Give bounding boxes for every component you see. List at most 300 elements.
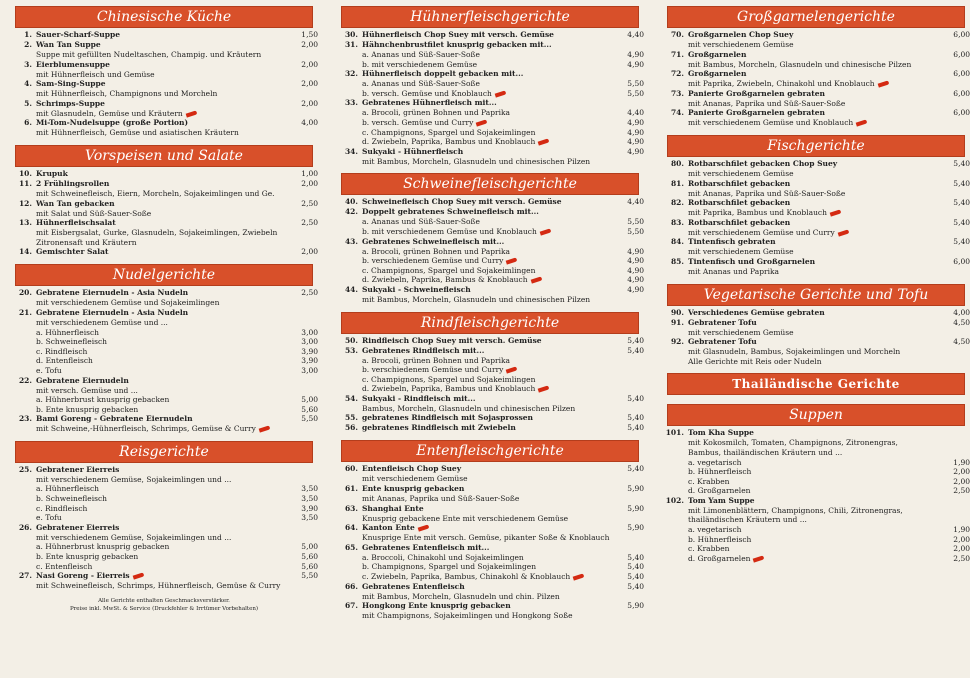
option-price: 3,90 bbox=[301, 346, 318, 356]
option-price bbox=[936, 118, 970, 128]
item-price: 4,90 bbox=[627, 284, 644, 294]
item-description bbox=[662, 535, 970, 545]
item-description bbox=[10, 356, 318, 366]
description-line: b. versch. Gemüse und Curry bbox=[362, 117, 474, 127]
option-price: 1,90 bbox=[953, 457, 970, 467]
menu-item bbox=[662, 337, 970, 347]
menu-item bbox=[336, 601, 644, 611]
item-name-text: Tom Yam Suppe bbox=[688, 495, 755, 505]
item-description bbox=[10, 366, 318, 376]
option-price: 4,90 bbox=[627, 265, 644, 275]
item-name-text: Sukyaki - Rindfleisch mit... bbox=[362, 393, 476, 403]
item-price: 4,00 bbox=[953, 307, 970, 317]
description-line: e. Tofu bbox=[36, 513, 62, 523]
item-price bbox=[610, 207, 644, 217]
description-line: e. Tofu bbox=[36, 365, 62, 375]
item-name-text: Hähnchenbrustfilet knusprig gebacken mit... bbox=[362, 40, 552, 49]
description-line: mit Bambus, Morcheln, Glasnudeln und chinesische Pilzen bbox=[688, 59, 912, 69]
item-name bbox=[362, 504, 610, 514]
item-name bbox=[688, 318, 936, 328]
menu-item bbox=[336, 582, 644, 592]
option-price: 5,50 bbox=[627, 217, 644, 227]
item-price: 1,00 bbox=[301, 168, 318, 178]
item-number: 60. bbox=[344, 464, 358, 474]
menu-item bbox=[10, 414, 318, 424]
menu-item bbox=[336, 98, 644, 108]
description-text bbox=[336, 256, 610, 266]
description-line: b. verschiedenem Gemüse und Curry bbox=[362, 365, 504, 375]
item-name bbox=[36, 179, 284, 189]
option-price: 5,60 bbox=[301, 552, 318, 562]
section-header: Nudelgerichte bbox=[15, 264, 313, 286]
item-description bbox=[336, 592, 644, 602]
option-price bbox=[936, 40, 970, 50]
section-gap bbox=[662, 366, 970, 373]
option-price: 5,00 bbox=[301, 542, 318, 552]
section-header: Suppen bbox=[667, 404, 965, 426]
description-text bbox=[662, 544, 936, 554]
item-description bbox=[10, 70, 318, 80]
section-gap bbox=[10, 434, 318, 441]
item-number: 101. bbox=[665, 428, 684, 438]
description-text bbox=[10, 337, 284, 347]
item-description bbox=[10, 209, 318, 219]
item-name-text: Hühnerfleischsalat bbox=[36, 218, 116, 228]
section-header: Vorspeisen und Salate bbox=[15, 145, 313, 167]
description-line: mit verschiedenem Gemüse, Sojakeimlingen und ... bbox=[36, 474, 232, 484]
item-name bbox=[362, 98, 610, 108]
item-number: 84. bbox=[670, 237, 684, 247]
option-price bbox=[610, 365, 644, 375]
description-line: mit verschiedenem Gemüse bbox=[362, 474, 468, 484]
description-line: a. Ananas und Süß-Sauer-Soße bbox=[362, 79, 480, 89]
item-name-text: Panierte Großgarnelen gebraten bbox=[688, 108, 825, 118]
item-name bbox=[688, 179, 936, 189]
item-name-text: Gebratener Eierreis bbox=[36, 464, 120, 474]
description-text bbox=[336, 572, 610, 582]
item-description bbox=[336, 384, 644, 394]
menu-column-3 bbox=[662, 6, 970, 563]
item-number: 31. bbox=[344, 40, 358, 49]
description-text bbox=[10, 109, 284, 119]
item-name-text: Rotbarschfilet gebacken bbox=[688, 198, 791, 208]
menu-item bbox=[662, 50, 970, 60]
description-line: a. Brocoli, grünen Bohnen und Paprika bbox=[362, 108, 511, 118]
menu-item bbox=[662, 257, 970, 267]
item-price: 5,50 bbox=[301, 414, 318, 424]
item-name-text: Gebratenes Rindfleisch mit... bbox=[362, 345, 485, 355]
description-text bbox=[662, 267, 936, 277]
description-text bbox=[10, 552, 284, 562]
description-line: mit verschiedenem Gemüse bbox=[688, 168, 794, 178]
item-description bbox=[10, 347, 318, 357]
description-text bbox=[662, 458, 936, 468]
chili-icon bbox=[185, 110, 197, 117]
option-price bbox=[284, 424, 318, 434]
item-description bbox=[10, 475, 318, 485]
menu-item bbox=[336, 523, 644, 533]
option-price: 3,50 bbox=[301, 494, 318, 504]
chili-icon bbox=[856, 120, 868, 127]
option-price: 5,60 bbox=[301, 561, 318, 571]
description-line: c. Champignons, Spargel und Sojakeimlingen bbox=[362, 374, 536, 384]
menu-item bbox=[662, 108, 970, 118]
option-price bbox=[936, 328, 970, 338]
item-number: 34. bbox=[344, 146, 358, 156]
option-price bbox=[284, 581, 318, 591]
description-line: d. Großgarnelen bbox=[688, 553, 751, 563]
item-description bbox=[336, 553, 644, 563]
description-line: Zitronensaft und Kräutern bbox=[36, 237, 137, 247]
item-name bbox=[688, 108, 936, 118]
item-description bbox=[10, 405, 318, 415]
section-gap bbox=[10, 257, 318, 264]
description-text bbox=[336, 356, 610, 366]
item-name bbox=[36, 79, 284, 89]
item-description bbox=[336, 217, 644, 227]
description-line: a. Hühnerbrust knusprig gebacken bbox=[36, 542, 170, 552]
description-text bbox=[336, 375, 610, 385]
item-description bbox=[662, 357, 970, 367]
description-text bbox=[10, 513, 284, 523]
item-name bbox=[688, 30, 936, 40]
menu-item bbox=[662, 159, 970, 169]
section-header: Entenfleischgerichte bbox=[341, 440, 639, 462]
item-name-text: Gebratene Eiernudeln bbox=[36, 375, 129, 385]
menu-item bbox=[336, 336, 644, 346]
item-description bbox=[336, 533, 644, 543]
item-name-text: Gebratener Tofu bbox=[688, 337, 757, 347]
item-number: 50. bbox=[344, 335, 358, 345]
item-name-text: Gebratener Tofu bbox=[688, 317, 757, 327]
option-price bbox=[284, 475, 318, 485]
item-price: 2,00 bbox=[301, 178, 318, 188]
description-text bbox=[336, 295, 610, 305]
item-name-text: Rindfleisch Chop Suey mit versch. Gemüse bbox=[362, 335, 542, 345]
item-description bbox=[336, 227, 644, 237]
item-description bbox=[10, 328, 318, 338]
item-number: 80. bbox=[670, 158, 684, 168]
item-description bbox=[662, 189, 970, 199]
item-description bbox=[662, 347, 970, 357]
description-text bbox=[336, 79, 610, 89]
description-line: b. Champignons, Spargel und Sojakeimlingen bbox=[362, 562, 537, 572]
item-name bbox=[688, 69, 936, 79]
item-number: 14. bbox=[18, 247, 32, 257]
item-description bbox=[336, 375, 644, 385]
description-text bbox=[336, 50, 610, 60]
option-price: 5,00 bbox=[301, 395, 318, 405]
description-text bbox=[10, 562, 284, 572]
item-description bbox=[336, 611, 644, 621]
description-line: a. Hühnerfleisch bbox=[36, 484, 100, 494]
description-text bbox=[336, 611, 610, 621]
item-price bbox=[284, 465, 318, 475]
item-description bbox=[662, 79, 970, 89]
description-text bbox=[10, 189, 284, 199]
item-name-text: Sauer-Scharf-Suppe bbox=[36, 30, 121, 39]
description-text bbox=[10, 70, 284, 80]
section-header: Hühnerfleischgerichte bbox=[341, 6, 639, 28]
item-name bbox=[36, 414, 284, 424]
description-text bbox=[10, 386, 284, 396]
description-line: mit Schweine,-Hühnerfleisch, Schrimps, Gemüse & Curry bbox=[36, 424, 256, 434]
item-description bbox=[10, 337, 318, 347]
description-line: mit Hühnerfleisch, Champignons und Morcheln bbox=[36, 89, 218, 99]
item-number: 12. bbox=[18, 198, 32, 208]
item-price: 5,90 bbox=[627, 484, 644, 494]
description-line: mit Bambus, Morcheln, Glasnudeln und chinesischen Pilzen bbox=[362, 156, 591, 166]
menu-item bbox=[10, 30, 318, 40]
item-price: 5,40 bbox=[627, 423, 644, 433]
description-line: mit Paprika, Bambus und Knoblauch bbox=[688, 208, 827, 218]
option-price: 2,50 bbox=[953, 486, 970, 496]
description-text bbox=[336, 553, 610, 563]
menu-item bbox=[10, 169, 318, 179]
item-name bbox=[36, 571, 284, 581]
description-line: a. Hühnerfleisch bbox=[36, 327, 100, 337]
description-text bbox=[336, 514, 610, 524]
item-description bbox=[662, 60, 970, 70]
description-line: a. Broccoli, Chinakohl und Sojakeimlingen bbox=[362, 552, 524, 562]
option-price: 2,00 bbox=[953, 534, 970, 544]
option-price: 5,50 bbox=[627, 79, 644, 89]
description-text bbox=[662, 467, 936, 477]
description-line: c. Krabben bbox=[688, 476, 730, 486]
item-description bbox=[662, 99, 970, 109]
item-name bbox=[362, 285, 610, 295]
menu-item bbox=[662, 89, 970, 99]
item-number: 30. bbox=[344, 30, 358, 39]
menu-item bbox=[10, 118, 318, 128]
option-price bbox=[284, 209, 318, 219]
description-line: mit Ananas, Paprika und Süß-Sauer-Soße bbox=[688, 188, 846, 198]
option-price bbox=[936, 79, 970, 89]
item-description bbox=[10, 395, 318, 405]
description-line: a. Ananas und Süß-Sauer-Soße bbox=[362, 217, 480, 227]
item-description bbox=[10, 89, 318, 99]
item-name bbox=[362, 336, 610, 346]
item-price: 6,00 bbox=[953, 108, 970, 118]
section-gap bbox=[662, 128, 970, 135]
description-text bbox=[10, 395, 284, 405]
menu-item bbox=[336, 504, 644, 514]
item-description bbox=[662, 477, 970, 487]
item-price: 6,00 bbox=[953, 88, 970, 98]
item-name-text: Sam-Sing-Suppe bbox=[36, 79, 106, 89]
description-text bbox=[662, 525, 936, 535]
description-text bbox=[336, 562, 610, 572]
description-text bbox=[10, 209, 284, 219]
chili-icon bbox=[538, 139, 550, 146]
description-line: b. verschiedenem Gemüse und Curry bbox=[362, 256, 504, 266]
item-name-text: Gebratene Eiernudeln - Asia Nudeln bbox=[36, 288, 189, 298]
item-price: 4,90 bbox=[627, 146, 644, 156]
menu-item bbox=[336, 464, 644, 474]
option-price bbox=[610, 404, 644, 414]
item-description bbox=[336, 295, 644, 305]
item-number: 40. bbox=[344, 197, 358, 207]
description-line: Knusprige Ente mit versch. Gemüse, pikanter Soße & Knoblauch bbox=[362, 533, 610, 543]
item-name bbox=[36, 118, 284, 128]
item-price: 5,40 bbox=[627, 345, 644, 355]
description-text bbox=[662, 506, 936, 516]
option-price bbox=[284, 228, 318, 238]
description-line: Bambus, thailändischen Kräutern und ... bbox=[688, 447, 843, 457]
item-description bbox=[336, 108, 644, 118]
option-price: 2,50 bbox=[953, 553, 970, 563]
item-name-text: Tom Kha Suppe bbox=[688, 428, 754, 438]
description-line: mit Bambus, Morcheln, Glasnudeln und chinesischen Pilzen bbox=[362, 294, 591, 304]
section-gap bbox=[336, 305, 644, 312]
item-number: 73. bbox=[670, 88, 684, 98]
item-price bbox=[284, 523, 318, 533]
description-text bbox=[336, 137, 610, 147]
item-name bbox=[688, 237, 936, 247]
item-number: 63. bbox=[344, 503, 358, 513]
option-price bbox=[610, 611, 644, 621]
item-number: 10. bbox=[18, 168, 32, 178]
item-description bbox=[662, 467, 970, 477]
item-price: 5,40 bbox=[627, 393, 644, 403]
item-price: 2,50 bbox=[301, 198, 318, 208]
description-text bbox=[662, 328, 936, 338]
description-text bbox=[662, 438, 936, 448]
item-name bbox=[688, 50, 936, 60]
item-name bbox=[362, 147, 610, 157]
item-name-text: Gemischter Salat bbox=[36, 247, 109, 257]
description-text bbox=[336, 118, 610, 128]
item-price bbox=[284, 308, 318, 318]
description-text bbox=[10, 228, 284, 238]
menu-item bbox=[10, 247, 318, 257]
menu-item bbox=[662, 30, 970, 40]
menu-item bbox=[10, 40, 318, 50]
chili-icon bbox=[753, 555, 765, 562]
section-gap bbox=[10, 138, 318, 145]
option-price: 4,90 bbox=[627, 275, 644, 285]
description-text bbox=[10, 128, 284, 138]
item-number: 83. bbox=[670, 217, 684, 227]
item-name bbox=[688, 159, 936, 169]
item-name-text: Tintenfisch und Großgarnelen bbox=[688, 256, 816, 266]
option-price bbox=[610, 157, 644, 167]
menu-item bbox=[662, 496, 970, 506]
description-line: mit Hühnerfleisch, Gemüse und asiatischen Kräutern bbox=[36, 128, 239, 138]
item-description bbox=[662, 228, 970, 238]
item-price: 5,40 bbox=[627, 335, 644, 345]
description-text bbox=[10, 318, 284, 328]
description-text bbox=[336, 474, 610, 484]
option-price bbox=[610, 533, 644, 543]
menu-item bbox=[10, 60, 318, 70]
item-price bbox=[610, 98, 644, 108]
item-price: 5,40 bbox=[953, 198, 970, 208]
section-header: Fischgerichte bbox=[667, 135, 965, 157]
option-price: 4,90 bbox=[627, 59, 644, 69]
item-name-text: Rotbarschfilet gebacken bbox=[688, 217, 791, 227]
item-description bbox=[336, 118, 644, 128]
menu-item bbox=[662, 179, 970, 189]
item-price: 4,40 bbox=[627, 197, 644, 207]
item-name-text: Kanton Ente bbox=[362, 523, 415, 533]
item-price: 6,00 bbox=[953, 30, 970, 39]
item-number: 92. bbox=[670, 337, 684, 347]
description-text bbox=[10, 50, 284, 60]
item-description bbox=[662, 118, 970, 128]
description-line: mit Ananas, Paprika und Süß-Sauer-Soße bbox=[688, 98, 846, 108]
option-price bbox=[284, 109, 318, 119]
item-number: 42. bbox=[344, 207, 358, 217]
item-name-text: Rotbarschfilet gebacken Chop Suey bbox=[688, 158, 838, 168]
menu-item bbox=[10, 179, 318, 189]
section-header: Großgarnelengerichte bbox=[667, 6, 965, 28]
item-price bbox=[936, 428, 970, 438]
item-number: 66. bbox=[344, 581, 358, 591]
item-description bbox=[10, 228, 318, 238]
item-name bbox=[362, 197, 610, 207]
description-text bbox=[336, 384, 610, 394]
item-description bbox=[10, 542, 318, 552]
item-description bbox=[10, 562, 318, 572]
description-text bbox=[10, 475, 284, 485]
item-price: 5,40 bbox=[627, 581, 644, 591]
footnote bbox=[10, 597, 318, 613]
item-price: 6,00 bbox=[953, 256, 970, 266]
item-name bbox=[36, 99, 284, 109]
item-number: 32. bbox=[344, 69, 358, 79]
item-name bbox=[36, 465, 284, 475]
option-price bbox=[936, 189, 970, 199]
menu-item bbox=[662, 237, 970, 247]
description-line: mit verschiedenem Gemüse, Sojakeimlingen und ... bbox=[36, 532, 232, 542]
item-description bbox=[662, 267, 970, 277]
option-price bbox=[936, 515, 970, 525]
item-name-text: Bami Goreng - Gebratene Eiernudeln bbox=[36, 414, 193, 424]
option-price: 3,00 bbox=[301, 337, 318, 347]
item-name bbox=[362, 40, 610, 50]
item-name bbox=[362, 484, 610, 494]
item-name-text: 2 Frühlingsrollen bbox=[36, 178, 110, 188]
chili-icon bbox=[530, 277, 542, 284]
description-text bbox=[336, 266, 610, 276]
item-description bbox=[336, 494, 644, 504]
description-line: mit Champignons, Sojakeimlingen und Hongkong Soße bbox=[362, 611, 573, 621]
item-name bbox=[362, 582, 610, 592]
item-description bbox=[336, 562, 644, 572]
item-number: 2. bbox=[24, 40, 32, 49]
section-header: Thailändische Gerichte bbox=[667, 373, 965, 395]
item-description bbox=[10, 298, 318, 308]
item-name bbox=[36, 169, 284, 179]
option-price: 4,90 bbox=[627, 246, 644, 256]
option-price bbox=[610, 514, 644, 524]
option-price bbox=[610, 295, 644, 305]
menu-item bbox=[336, 69, 644, 79]
item-number: 74. bbox=[670, 108, 684, 118]
menu-item bbox=[336, 394, 644, 404]
description-line: mit Glasnudeln, Bambus, Sojakeimlingen und Morcheln bbox=[688, 347, 901, 357]
description-text bbox=[336, 494, 610, 504]
menu-item bbox=[336, 237, 644, 247]
menu-item bbox=[662, 428, 970, 438]
item-number: 55. bbox=[344, 413, 358, 423]
description-text bbox=[662, 208, 936, 218]
item-description bbox=[336, 404, 644, 414]
section-header: Chinesische Küche bbox=[15, 6, 313, 28]
item-name bbox=[36, 40, 284, 50]
item-price: 5,40 bbox=[953, 158, 970, 168]
